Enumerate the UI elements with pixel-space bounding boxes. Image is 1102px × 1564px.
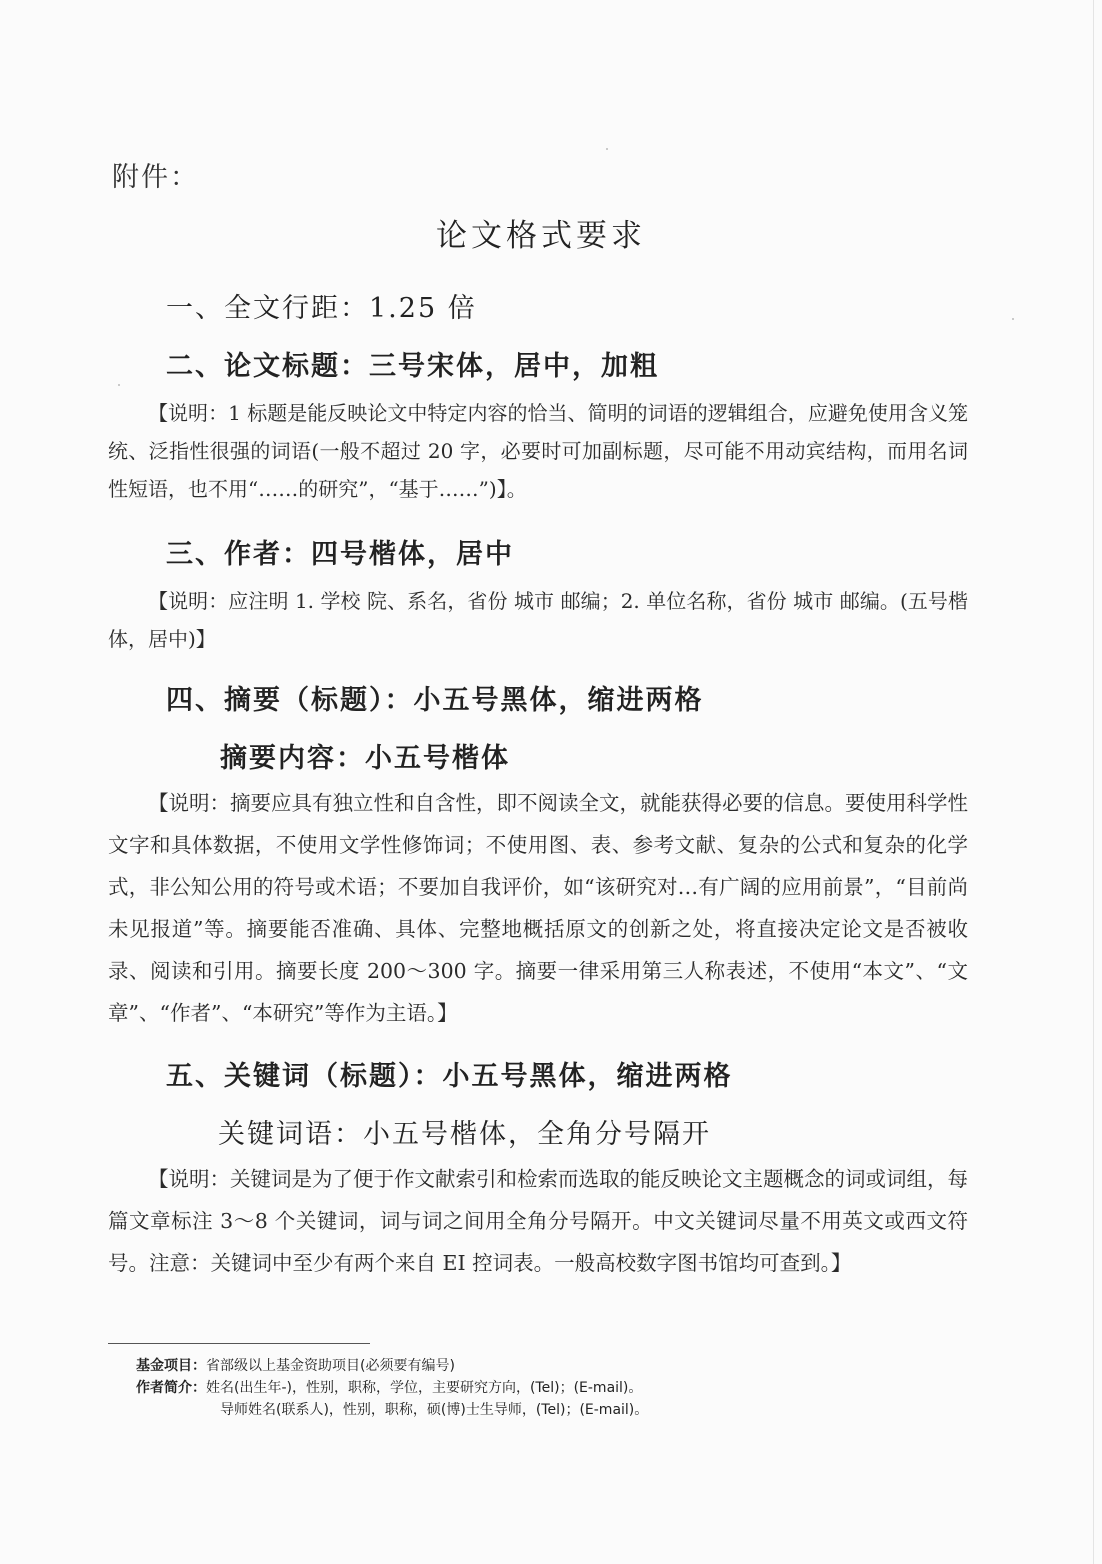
section-keywords-content: 关键词语：小五号楷体，全角分号隔开: [218, 1119, 711, 1150]
advisor-text: 导师姓名(联系人)，性别，职称，硕(博)士生导师，(Tel)；(E-mail)。: [220, 1402, 649, 1418]
fund-label: 基金项目：: [136, 1358, 206, 1374]
author-text: 姓名(出生年-)，性别，职称，学位，主要研究方向，(Tel)；(E-mail)。: [206, 1380, 643, 1396]
paper-title-note: 【说明：1 标题是能反映论文中特定内容的恰当、简明的词语的逻辑组合，应避免使用含义笼统、泛指性很强的词语(一般不超过 20 字，必要时可加副标题，尽可能不用动宾结构，而用名词性短语，也不用“……的研究”，“基于……”)】。: [108, 401, 968, 501]
section-keywords-heading: 五、关键词（标题）：小五号黑体，缩进两格: [166, 1061, 733, 1092]
author-note: 【说明：应注明 1. 学校 院、系名，省份 城市 邮编；2. 单位名称，省份 城市 邮编。(五号楷体，居中)】: [108, 589, 968, 651]
section-abstract-heading: 四、摘要（标题）：小五号黑体，缩进两格: [166, 685, 704, 716]
scan-speck: [606, 148, 608, 150]
abstract-note: 【说明：摘要应具有独立性和自含性，即不阅读全文，就能获得必要的信息。要使用科学性文字和具体数据，不使用文学性修饰词；不使用图、表、参考文献、复杂的公式和复杂的化学式，非公知公用的符号或术语；不要加自我评价，如“该研究对…有广阔的应用前景”，“目前尚未见报道”等。摘要能否准确、具体、完整地概括原文的创新之处，将直接决定论文是否被收录、阅读和引用。摘要长度 200～300 字。摘要一律采用第三人称表述，不使用“本文”、“文章”、“作者”、“本研究”等作为主语。】: [108, 791, 968, 1025]
document-title: 论文格式要求: [436, 218, 646, 254]
footnote-fund: [136, 1356, 455, 1376]
footnote-advisor: [220, 1400, 648, 1420]
footnote-divider: [108, 1343, 370, 1344]
scan-speck: [118, 384, 120, 386]
section-author: 三、作者：四号楷体，居中: [166, 539, 514, 570]
footnote-author: [136, 1378, 642, 1398]
scan-edge-line: [1093, 0, 1094, 1564]
fund-text: 省部级以上基金资助项目(必须要有编号): [206, 1358, 455, 1374]
keywords-note: 【说明：关键词是为了便于作文献索引和检索而选取的能反映论文主题概念的词或词组，每篇文章标注 3～8 个关键词，词与词之间用全角分号隔开。中文关键词尽量不用英文或西文符号。注意：关键词中至少有两个来自 EI 控词表。一般高校数字图书馆均可查到。】: [108, 1167, 968, 1275]
section-line-spacing: 一、全文行距：1.25 倍: [166, 293, 477, 324]
section-abstract-content: 摘要内容：小五号楷体: [220, 743, 510, 774]
author-label: 作者简介：: [136, 1380, 206, 1396]
attachment-label: 附件：: [112, 162, 199, 193]
scan-speck: [1012, 318, 1014, 320]
section-paper-title: 二、论文标题：三号宋体，居中，加粗: [166, 351, 659, 382]
